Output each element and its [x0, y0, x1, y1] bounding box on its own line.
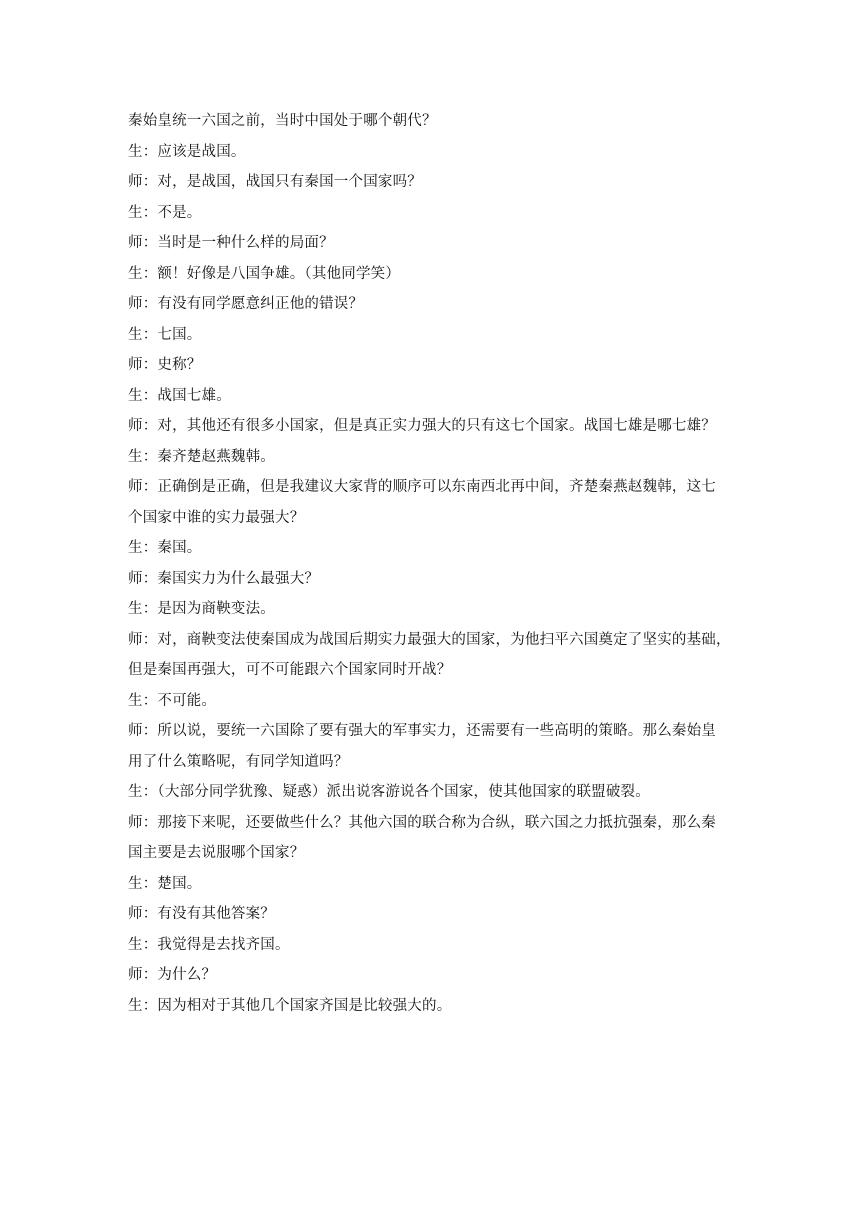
text-line: 师：史称？: [128, 357, 202, 373]
text-line: 但是秦国再强大，可不可能跟六个国家同时开战？: [128, 662, 452, 678]
text-line: 师：正确倒是正确，但是我建议大家背的顺序可以东南西北再中间，齐楚秦燕赵魏韩，这七: [128, 479, 716, 495]
text-line: 生：不是。: [128, 204, 202, 221]
text-line: 用了什么策略呢，有同学知道吗？: [128, 753, 349, 770]
text-line: 生：（大部分同学犹豫、疑惑）派出说客游说各个国家，使其他国家的联盟破裂。: [128, 784, 650, 800]
text-line: 生：秦国。: [128, 540, 202, 556]
text-line: 师：为什么？: [128, 967, 217, 983]
text-line: 师：对，是战国，战国只有秦国一个国家吗？: [128, 174, 422, 190]
text-line: 师：秦国实力为什么最强大？: [128, 570, 320, 587]
text-line: 秦始皇统一六国之前，当时中国处于哪个朝代？: [128, 113, 437, 129]
text-line: 师：那接下来呢，还要做些什么？其他六国的联合称为合纵，联六国之力抵抗强秦，那么秦: [128, 814, 716, 831]
text-line: 生：额！好像是八国争雄。（其他同学笑）: [128, 265, 401, 282]
text-line: 生：不可能。: [128, 692, 217, 709]
text-line: 国主要是去说服哪个国家？: [128, 845, 305, 861]
text-line: 生：是因为商鞅变法。: [128, 601, 275, 617]
text-line: 师：有没有其他答案？: [128, 906, 275, 922]
text-line: 生：楚国。: [128, 875, 202, 892]
text-line: 个国家中谁的实力最强大？: [128, 509, 305, 526]
text-line: 师：当时是一种什么样的局面？: [128, 235, 334, 251]
text-line: 生：我觉得是去找齐国。: [128, 936, 290, 953]
text-line: 师：对，其他还有很多小国家，但是真正实力强大的只有这七个国家。战国七雄是哪七雄？: [128, 418, 716, 434]
text-line: 生：战国七雄。: [128, 387, 231, 404]
text-line: 生：秦齐楚赵燕魏韩。: [128, 448, 275, 465]
document-body: [128, 106, 744, 1021]
text-line: 师：有没有同学愿意纠正他的错误？: [128, 296, 364, 312]
text-line: 生：七国。: [128, 326, 202, 343]
text-line: 生：因为相对于其他几个国家齐国是比较强大的。: [128, 997, 452, 1014]
text-line: 师：对，商鞅变法使秦国成为战国后期实力最强大的国家，为他扫平六国奠定了坚实的基础，: [128, 631, 731, 648]
text-line: 师：所以说，要统一六国除了要有强大的军事实力，还需要有一些高明的策略。那么秦始皇: [128, 723, 716, 739]
text-line: 生：应该是战国。: [128, 143, 246, 160]
